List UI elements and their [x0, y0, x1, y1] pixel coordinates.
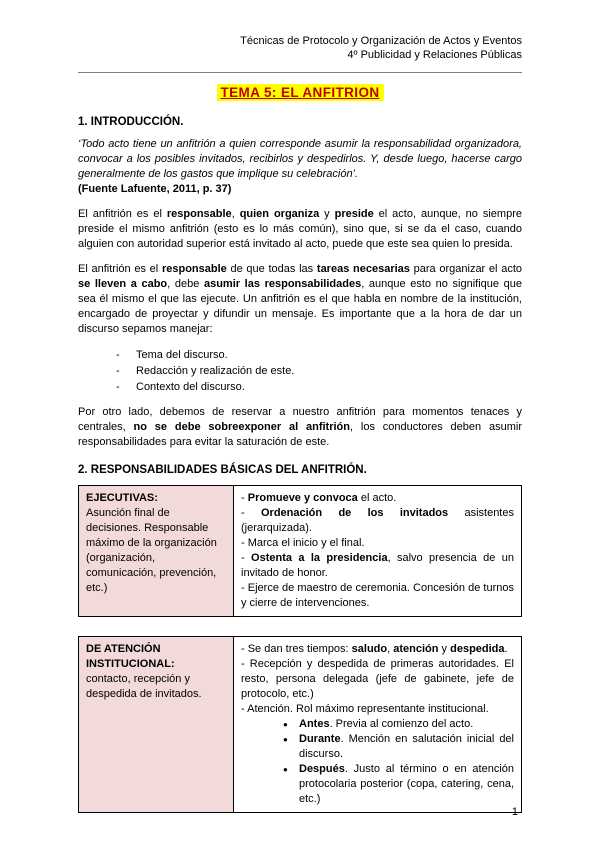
text-segment: . Justo al término o en atención protocolaria posterior (copa, catering, cena, etc.): [299, 763, 514, 805]
header-degree-line: 4º Publicidad y Relaciones Públicas: [347, 49, 522, 61]
text-segment: tareas necesarias: [316, 263, 410, 275]
text-segment: ‘Todo acto tiene un anfitrión a quien corresponde asumir la responsabilidad organizadora, convocar a los posibles invitados, recibirlos y despedirlos. Y, desde luego, hacerse cargo generalmente de los gastos que implique su celebración’.: [78, 138, 522, 180]
list-item-text: Contexto del discurso.: [136, 381, 245, 393]
text-segment: el acto.: [357, 492, 397, 504]
duty-item: [241, 506, 514, 536]
text-segment: Por otro lado, debemos de reservar a nuestro anfitrión para momentos tenaces y centrales,: [78, 406, 522, 433]
text-segment: de que todas las: [226, 263, 317, 275]
duty-item: [241, 642, 514, 657]
text-segment: . Previa al comienzo del acto.: [329, 718, 474, 730]
cell-body-text: Asunción final de decisiones. Responsable máximo de la organización (organización, comunicación, prevención, etc.): [86, 507, 217, 594]
text-segment: - Se dan tres tiempos:: [241, 643, 352, 655]
text-segment: ,: [231, 208, 240, 220]
text-segment: atención: [393, 643, 439, 655]
list-item-text: [299, 717, 514, 732]
text-segment: saludo: [351, 643, 388, 655]
text-segment: , aunque esto no signifique que sea él mismo el que las ejecute. Un anfitrión es el que habla en nombre de la institución, encargado de proyectar y difundir un mensaje. Es importante que a la hora de dar un discurso sepamos manejar:: [78, 278, 522, 335]
section-responsibilities: [78, 464, 522, 813]
bullet-icon: ●: [283, 765, 288, 774]
text-segment: - Recepción y despedida de primeras autoridades. El resto, persona delegada (jefe de gabinete, jefe de protocolo, etc.): [241, 658, 514, 700]
list-item: [283, 762, 514, 807]
intro-paragraph-2: [78, 262, 522, 337]
text-segment: Ordenación de los invitados: [261, 507, 449, 519]
text-segment: , debe: [167, 278, 204, 290]
duty-item: [241, 702, 514, 717]
text-segment: - Marca el inicio y el final.: [241, 537, 365, 549]
title-highlighted-text: TEMA 5: EL ANFITRION: [217, 84, 384, 101]
list-item: [116, 347, 522, 363]
text-segment: Ostenta a la presidencia: [251, 552, 388, 564]
cell-heading: DE ATENCIÓN INSTITUCIONAL:: [86, 643, 175, 670]
text-segment: y: [438, 643, 451, 655]
quote-paragraph: [78, 137, 522, 182]
executive-responsibilities-table: [78, 485, 522, 617]
bullet-icon: ●: [283, 720, 288, 729]
header-divider: [78, 72, 522, 73]
text-segment: responsable: [161, 263, 227, 275]
intro-paragraph-1: [78, 207, 522, 252]
list-item-text: [299, 762, 514, 807]
text-segment: El anfitrión es el: [78, 208, 167, 220]
text-segment: Antes: [299, 718, 330, 730]
text-segment: para organizar el acto: [409, 263, 523, 275]
attention-label-cell: [79, 637, 234, 813]
executives-duties-cell: [234, 486, 522, 617]
text-segment: , los conductores deben asumir responsabilidades para evitar la saturación de este.: [78, 421, 522, 448]
list-item: [116, 363, 522, 379]
institutional-attention-table: [78, 636, 522, 813]
text-segment: ,: [387, 643, 394, 655]
table-row: [79, 637, 522, 813]
text-segment: . Mención en salutación inicial del discurso.: [299, 733, 514, 760]
dash-marker: -: [116, 365, 120, 377]
text-segment: asistentes (jerarquizada).: [241, 507, 514, 534]
text-segment: responsable: [166, 208, 232, 220]
text-segment: y: [319, 208, 335, 220]
duty-item: [241, 581, 514, 611]
table-row: [79, 486, 522, 617]
duty-item: [241, 536, 514, 551]
intro-paragraph-3: [78, 405, 522, 450]
document-header: [78, 34, 522, 62]
list-item-text: Redacción y realización de este.: [136, 365, 295, 377]
duty-item: [241, 491, 514, 506]
attention-duties-cell: [234, 637, 522, 813]
text-segment: , salvo presencia de un invitado de honor.: [241, 552, 514, 579]
header-course-title: Técnicas de Protocolo y Organización de Actos y Eventos: [240, 35, 522, 47]
list-item-text: Tema del discurso.: [136, 349, 228, 361]
discourse-topics-list: [116, 347, 522, 395]
list-item: [116, 379, 522, 395]
text-segment: preside: [334, 208, 374, 220]
text-segment: - Atención. Rol máximo representante institucional.: [241, 703, 489, 715]
dash-marker: -: [116, 349, 120, 361]
duty-item: [241, 657, 514, 702]
text-segment: el acto, aunque, no siempre preside el mismo anfitrión (esto es lo más común), sino que, si se da el caso, cuando alguien con autoridad superior está invitado al acto, puede que este sea quien lo presida.: [78, 208, 522, 250]
text-segment: Después: [299, 763, 345, 775]
page-title: [78, 84, 522, 102]
text-segment: -: [241, 552, 252, 564]
text-segment: quien organiza: [239, 208, 320, 220]
list-item: [283, 732, 514, 762]
section1-heading: 1. INTRODUCCIÓN.: [78, 116, 184, 128]
dash-marker: -: [116, 381, 120, 393]
text-segment: El anfitrión es el: [78, 263, 162, 275]
text-segment: -: [241, 507, 261, 519]
section-introduction: [78, 116, 522, 450]
text-segment: -: [241, 492, 248, 504]
cell-heading: EJECUTIVAS:: [86, 492, 158, 504]
quote-source: (Fuente Lafuente, 2011, p. 37): [78, 183, 232, 195]
list-item-text: [299, 732, 514, 762]
list-item: [283, 717, 514, 732]
attention-phases-list: [283, 717, 514, 807]
text-segment: - Ejerce de maestro de ceremonia. Concesión de turnos y cierre de intervenciones.: [241, 582, 514, 609]
text-segment: Durante: [299, 733, 341, 745]
duty-item: [241, 551, 514, 581]
text-segment: asumir las responsabilidades: [203, 278, 362, 290]
text-segment: se lleven a cabo: [78, 278, 168, 290]
page-number: 1: [511, 806, 518, 818]
text-segment: .: [504, 643, 508, 655]
section2-heading: 2. RESPONSABILIDADES BÁSICAS DEL ANFITRIÓN.: [78, 464, 367, 476]
cell-body-text: contacto, recepción y despedida de invitados.: [86, 673, 202, 700]
bullet-icon: ●: [283, 735, 288, 744]
text-segment: Promueve y convoca: [247, 492, 358, 504]
executives-label-cell: [79, 486, 234, 617]
text-segment: no se debe sobreexponer al anfitrión: [133, 421, 350, 433]
text-segment: despedida: [450, 643, 505, 655]
